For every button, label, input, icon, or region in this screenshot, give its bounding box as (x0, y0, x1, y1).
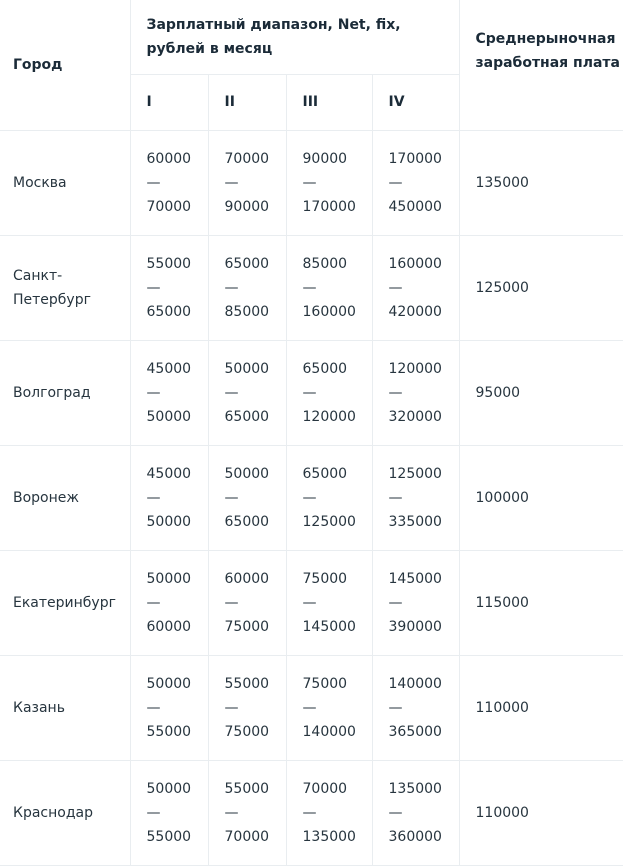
average-salary-cell: 100000 (459, 445, 623, 550)
range-max-value: 145000 (302, 618, 356, 635)
city-cell: Воронеж (0, 445, 130, 550)
range-dash: — (224, 279, 239, 296)
range-dash: — (388, 699, 403, 716)
range-max-value: 450000 (388, 198, 442, 215)
range-min-value: 90000 (302, 150, 348, 167)
salary-range-cell (372, 760, 459, 865)
range-max-value: 125000 (302, 513, 356, 530)
table-row (0, 655, 623, 760)
salary-range-cell (372, 655, 459, 760)
range-min-value: 160000 (388, 255, 442, 272)
salary-range-cell (208, 130, 286, 235)
salary-range-cell (286, 760, 372, 865)
table-row (0, 340, 623, 445)
range-dash: — (302, 489, 317, 506)
range-dash: — (388, 804, 403, 821)
salary-range-cell (130, 760, 208, 865)
range-min-value: 145000 (388, 570, 442, 587)
salary-range-cell (208, 655, 286, 760)
range-max-value: 65000 (146, 303, 192, 320)
range-dash: — (302, 279, 317, 296)
table-row (0, 235, 623, 340)
range-max-value: 50000 (146, 513, 192, 530)
range-max-value: 65000 (224, 408, 270, 425)
range-dash: — (388, 174, 403, 191)
city-cell: Казань (0, 655, 130, 760)
salary-range-cell (286, 445, 372, 550)
range-dash: — (388, 279, 403, 296)
range-max-value: 75000 (224, 723, 270, 740)
salary-range-cell (130, 130, 208, 235)
range-max-value: 70000 (146, 198, 192, 215)
average-salary-cell: 135000 (459, 130, 623, 235)
range-max-value: 55000 (146, 828, 192, 845)
range-min-value: 60000 (146, 150, 192, 167)
range-min-value: 55000 (224, 780, 270, 797)
range-min-value: 65000 (302, 465, 348, 482)
range-max-value: 85000 (224, 303, 270, 320)
range-min-value: 125000 (388, 465, 442, 482)
range-dash: — (146, 174, 161, 191)
city-cell: Москва (0, 130, 130, 235)
table-body (0, 130, 623, 865)
salary-range-cell (286, 235, 372, 340)
range-min-value: 45000 (146, 360, 192, 377)
table-row (0, 550, 623, 655)
average-salary-header: Среднерыночная заработная плата (459, 0, 623, 130)
range-min-value: 170000 (388, 150, 442, 167)
range-min-value: 65000 (302, 360, 348, 377)
table-header (0, 0, 623, 130)
table-row (0, 760, 623, 865)
city-cell: Краснодар (0, 760, 130, 865)
range-dash: — (146, 699, 161, 716)
salary-range-cell (286, 340, 372, 445)
range-dash: — (388, 384, 403, 401)
range-dash: — (146, 594, 161, 611)
range-min-value: 55000 (224, 675, 270, 692)
range-min-value: 85000 (302, 255, 348, 272)
range-min-value: 55000 (146, 255, 192, 272)
salary-range-cell (130, 655, 208, 760)
level-header-iii: III (286, 74, 372, 130)
table-row (0, 130, 623, 235)
range-min-value: 75000 (302, 675, 348, 692)
range-min-value: 65000 (224, 255, 270, 272)
level-header-ii: II (208, 74, 286, 130)
salary-range-header: Зарплатный диапазон, Net, fix, рублей в месяц (130, 0, 459, 74)
range-max-value: 55000 (146, 723, 192, 740)
range-dash: — (224, 594, 239, 611)
range-dash: — (224, 699, 239, 716)
level-header-iv: IV (372, 74, 459, 130)
range-dash: — (224, 804, 239, 821)
range-max-value: 360000 (388, 828, 442, 845)
range-max-value: 65000 (224, 513, 270, 530)
average-salary-cell: 115000 (459, 550, 623, 655)
range-min-value: 50000 (146, 675, 192, 692)
range-dash: — (224, 489, 239, 506)
salary-range-cell (130, 340, 208, 445)
range-max-value: 120000 (302, 408, 356, 425)
range-max-value: 160000 (302, 303, 356, 320)
city-cell: Екатеринбург (0, 550, 130, 655)
range-min-value: 135000 (388, 780, 442, 797)
salary-range-cell (208, 340, 286, 445)
range-dash: — (302, 384, 317, 401)
range-min-value: 50000 (146, 570, 192, 587)
salary-range-cell (208, 760, 286, 865)
city-cell: Санкт-Петербург (0, 235, 130, 340)
range-min-value: 50000 (146, 780, 192, 797)
range-max-value: 320000 (388, 408, 442, 425)
range-min-value: 140000 (388, 675, 442, 692)
range-min-value: 70000 (224, 150, 270, 167)
range-dash: — (302, 594, 317, 611)
average-salary-cell: 95000 (459, 340, 623, 445)
salary-range-cell (286, 655, 372, 760)
range-dash: — (146, 279, 161, 296)
salary-range-cell (372, 340, 459, 445)
range-min-value: 120000 (388, 360, 442, 377)
average-salary-cell: 110000 (459, 655, 623, 760)
level-header-i: I (130, 74, 208, 130)
range-max-value: 75000 (224, 618, 270, 635)
salary-range-cell (286, 130, 372, 235)
range-max-value: 170000 (302, 198, 356, 215)
range-min-value: 50000 (224, 465, 270, 482)
salary-range-cell (286, 550, 372, 655)
salary-range-cell (372, 550, 459, 655)
salary-range-cell (372, 445, 459, 550)
salary-range-cell (130, 235, 208, 340)
range-dash: — (224, 174, 239, 191)
range-dash: — (146, 489, 161, 506)
salary-range-cell (208, 445, 286, 550)
salary-range-cell (208, 235, 286, 340)
city-column-header: Город (0, 0, 130, 130)
range-min-value: 75000 (302, 570, 348, 587)
average-salary-cell: 125000 (459, 235, 623, 340)
range-dash: — (146, 384, 161, 401)
range-dash: — (224, 384, 239, 401)
range-max-value: 365000 (388, 723, 442, 740)
salary-range-cell (130, 550, 208, 655)
range-dash: — (302, 699, 317, 716)
city-cell: Волгоград (0, 340, 130, 445)
range-dash: — (388, 594, 403, 611)
range-min-value: 70000 (302, 780, 348, 797)
header-row-group (0, 0, 623, 74)
range-min-value: 45000 (146, 465, 192, 482)
range-max-value: 140000 (302, 723, 356, 740)
range-dash: — (388, 489, 403, 506)
salary-range-cell (130, 445, 208, 550)
range-max-value: 70000 (224, 828, 270, 845)
range-max-value: 335000 (388, 513, 442, 530)
range-dash: — (302, 174, 317, 191)
salary-range-cell (372, 130, 459, 235)
range-max-value: 90000 (224, 198, 270, 215)
range-max-value: 420000 (388, 303, 442, 320)
salary-range-cell (208, 550, 286, 655)
range-max-value: 60000 (146, 618, 192, 635)
range-dash: — (302, 804, 317, 821)
range-min-value: 60000 (224, 570, 270, 587)
table-row (0, 445, 623, 550)
range-max-value: 135000 (302, 828, 356, 845)
range-max-value: 390000 (388, 618, 442, 635)
range-max-value: 50000 (146, 408, 192, 425)
average-salary-cell: 110000 (459, 760, 623, 865)
range-dash: — (146, 804, 161, 821)
salary-range-cell (372, 235, 459, 340)
range-min-value: 50000 (224, 360, 270, 377)
